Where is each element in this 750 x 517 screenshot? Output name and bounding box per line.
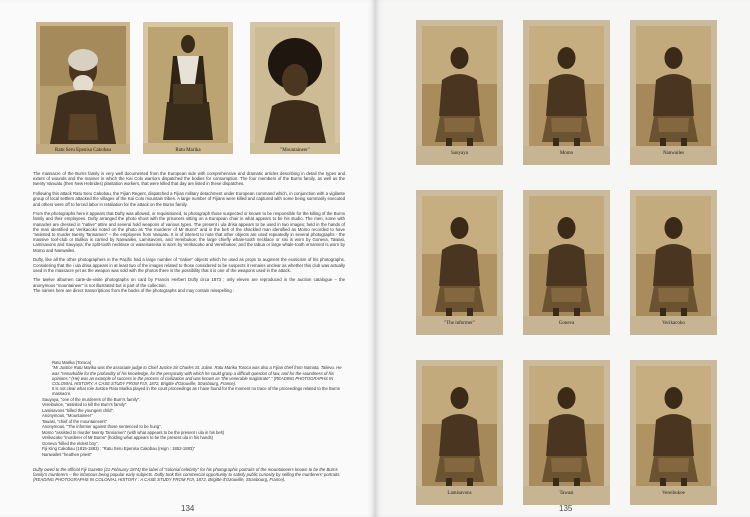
list-item: Ratu Marika (Toroca) bbox=[52, 360, 92, 365]
list-item: Verikacoko "murderer of Mr Burns" (holding what appears to be the present ula in his hands) bbox=[42, 435, 214, 441]
photo-caption: "Mountaineer" bbox=[280, 148, 310, 153]
portrait-image bbox=[36, 22, 130, 154]
list-item: Vereibukoe, "assisted to kill the Burn's family". bbox=[42, 402, 128, 408]
photo-caption: Tawasi bbox=[559, 491, 574, 496]
paragraph: Dufty, like all the other photographers in the Pacific had a large number of "native" objects which he used as props to augment the exoticism of his photographs. Considering that the i ula drisa appears in at least two of the images related to those considered to be suspects it remains unclear as whether this club was actually used in the massacre yet as the weapon was sold with the photos there is the possibility that it is one of the weapons used in the attack. bbox=[33, 257, 345, 273]
portrait-image bbox=[250, 22, 340, 154]
list-item: Nanwailes "heathen priest" bbox=[42, 451, 92, 457]
portrait-image bbox=[523, 360, 610, 505]
portrait-image bbox=[416, 20, 503, 165]
photo-caption: Lamisavons bbox=[447, 491, 472, 496]
portrait-image bbox=[630, 190, 717, 335]
photo-caption: Ratu Seru Epenisa Cakobau bbox=[55, 148, 111, 153]
photo-card bbox=[523, 190, 610, 335]
name-list bbox=[42, 360, 342, 457]
article-body bbox=[33, 171, 345, 298]
photo-caption: Sauyaya bbox=[451, 151, 468, 156]
portrait-image bbox=[630, 360, 717, 505]
photo-card bbox=[416, 20, 503, 165]
photo-cakobau bbox=[36, 22, 130, 154]
list-item: Sauyaya, "one of the murderers of the Burn's family". bbox=[42, 396, 141, 402]
photo-card bbox=[523, 20, 610, 165]
closing-paragraph: Dufty owed to the official Fiji Gazette (21 February 1874) the label of "colonial celebrity" for his photographic portraits of the mountaineers known to be the Burns family's murderers – the infamous being popular early subjects. Dufty took this commercial opportunity to satisfy public curiosity by selling the murderers' portraits. (READING PHOTOGRAPHS IN COLONIAL HISTORY : A CASE STUDY FROM FIJI, 1872, Brigitte d'Ozouville, Strasbourg, France). bbox=[33, 467, 341, 483]
list-item: Tawasi, "chief of the mountaineers" bbox=[42, 418, 108, 424]
photo-caption: "The informer" bbox=[444, 321, 475, 326]
list-item: "Mr Justice Ratu Marika was the associate judge to Chief Justice Sir Charles St. Julian. Ratu Marika Toroca was also a Fijian chief from Namata, Tailevu. He was "remarkable for the profundity of his knowledge, for the perspicuity with which he could grasp a difficult question of law, and for the soundness of his opinions." (He) was an example of success in the process of civilization and was known as "the venerable magistrate"." (READING PHOTOGRAPHS IN COLONIAL HISTORY: A CASE STUDY FROM FIJI, 1872, Brigitte d'Ozouville, Strasbourg, France). bbox=[52, 365, 342, 386]
photo-card bbox=[416, 190, 503, 335]
photo-card bbox=[630, 190, 717, 335]
paragraph: From the photographs here it appears that Dufty was allowed, or requisitioned, to photograph those suspected or known to be responsible for the killing of the Burns family and their employees. Dufty arranged the photo shoot with the prisoners sitting on a European chair in what appears to be his studio. The men, some with manacles are dressed in "native" attire and several hold weapons of various types. The present i ula drisa appears to be used in two images; held in the hands of the man identified as Verikacoko noted on the photo as "the murderer of Mr Burns" and in the belt of the shackled man identified as Momo recorded to have "assisted to murder twenty Tannamen" – the employees from Vanuatu. It is of interest to note that other objects are used repeatedly in several photographs - the massive roof-club or Bulikia is carried by Nanwailes, Lamisavons, and Vereibukoe; the large chiefly whale-tooth necklace or sisi is worn by Goneva, Tawasi, Lamisavons and Sauyaya; the split-tooth necklace or waseisaseisa is worn by Verikacoko and Vereibukoe; and the tabua or large whale-tooth ornament is worn by Momo and Nanwailes. bbox=[33, 211, 345, 253]
right-page bbox=[375, 0, 750, 517]
page-number: 134 bbox=[181, 504, 195, 513]
portrait-image bbox=[143, 22, 233, 154]
list-item: Fiji King Cakobau (1815-1883) : "Ratu Seru Epenisa Cakobau (reign : 1852-1883)" bbox=[42, 446, 196, 452]
photo-card bbox=[630, 20, 717, 165]
paragraph: The massacre of the Burns family is very well documented from the European side with comprehensive and dramatic articles describing in detail the types and extent of wounds and the manner in which the Kai Colo warriors dispatched the bodies for consumption. The four members of the Burns family, as well as the twenty Vanuatu (then New Hebrides) plantation workers, that were killed that day are listed in these dispatches. bbox=[33, 171, 345, 187]
photo-ratu-marika bbox=[143, 22, 233, 154]
paragraph: The twelve albumen carte-de-visite photographs on card by Francis Herbert Dufty circa 1873 ; only eleven are reproduced in the auction catalogue – the anonymous "mountaineer" is not illustrated but is part of the collection. bbox=[33, 277, 345, 288]
page-number: 135 bbox=[559, 504, 573, 513]
photo-caption: Vereibukoe bbox=[662, 491, 685, 496]
photo-card bbox=[630, 360, 717, 505]
list-item: Goneva "killed the eldest boy". bbox=[42, 440, 99, 446]
portrait-image bbox=[523, 190, 610, 335]
photo-caption: Momo bbox=[559, 151, 574, 156]
photo-caption: Nanwailes bbox=[662, 151, 685, 156]
portrait-image bbox=[416, 190, 503, 335]
list-item: Anonymous, "The informer against those sentenced to be hung". bbox=[42, 424, 162, 430]
paragraph: Following this attack Ratu Seru Cakobau, the Fijian Regent, dispatched a Fijian military detachment under European command which, in conjunction with a vigilante group of local settlers attacked the villages of the Kai Colo mountain tribes. A large number of Fijians were killed and captured with some being summarily executed and others were off to forced labor in retaliation for the attack on the Burns family. bbox=[33, 191, 345, 207]
portrait-image bbox=[630, 20, 717, 165]
paragraph: The names here are direct transcriptions from the backs of the photographs and may contain misspelling : bbox=[33, 287, 235, 293]
photo-caption: Verikacoko bbox=[662, 321, 685, 326]
portrait-image bbox=[416, 360, 503, 505]
photo-caption: Ratu Marika bbox=[175, 148, 201, 153]
photo-caption: Goneva bbox=[558, 321, 575, 326]
portrait-image bbox=[523, 20, 610, 165]
photo-card bbox=[523, 360, 610, 505]
list-item: Anonymous, "Mountaineer" bbox=[42, 413, 93, 419]
list-item: It is not clear what role Justice Ratu Marika played in the court proceedings as I have found for the moment no trace of the proceedings related to the Burns massacre. bbox=[52, 386, 340, 397]
photo-mountaineer bbox=[250, 22, 340, 154]
photo-card bbox=[416, 360, 503, 505]
list-item: Momo "assisted to murder twenty Tannamen" (with what appears to be the present i ula in his belt) bbox=[42, 429, 225, 435]
list-item: Lamisavons "killed the youngest child". bbox=[42, 407, 115, 413]
